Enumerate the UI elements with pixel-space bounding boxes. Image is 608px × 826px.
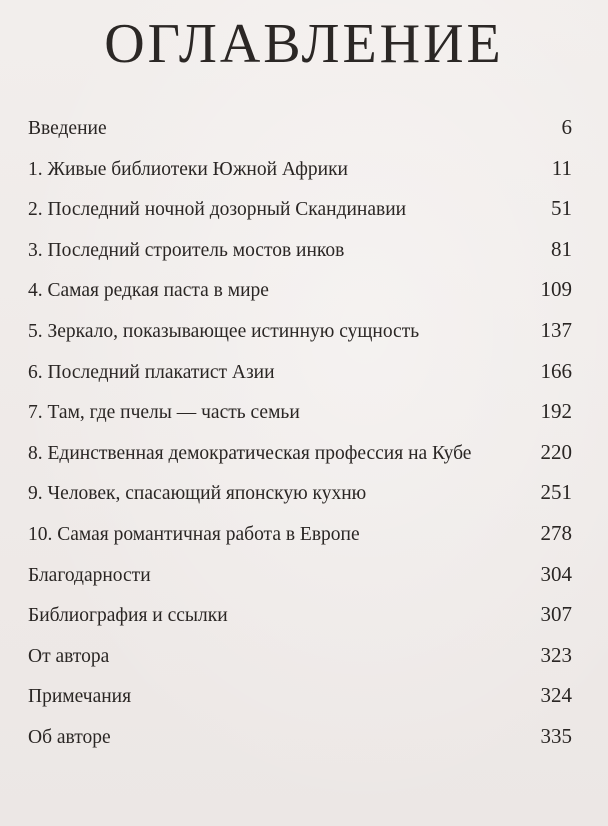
toc-entry-page-number: 335 [540, 723, 572, 748]
toc-entry-page-number: 323 [540, 642, 572, 667]
toc-entry-title: 9. Человек, спасающий японскую кухню [28, 483, 367, 505]
toc-entry-page-number: 307 [540, 602, 572, 627]
toc-entry [28, 234, 572, 275]
toc-entry-title: Примечания [28, 686, 132, 708]
toc-entry [28, 153, 572, 194]
toc-entry-title: 4. Самая редкая паста в мире [28, 280, 269, 302]
toc-entry-page-number: 137 [540, 317, 572, 342]
toc-entry [28, 315, 572, 356]
toc-entry-title: От автора [28, 645, 110, 667]
toc-entry [28, 721, 572, 762]
toc-entry [28, 518, 572, 559]
toc-entry-title: 7. Там, где пчелы — часть семьи [28, 402, 300, 424]
toc-entry [28, 112, 572, 153]
toc-entry-title: 1. Живые библиотеки Южной Африки [28, 158, 348, 180]
page-title: ОГЛАВЛЕНИЕ [104, 13, 504, 75]
toc-entry [28, 356, 572, 397]
toc-entry-title: Благодарности [28, 564, 151, 586]
toc-entry-title: Об авторе [28, 726, 111, 748]
toc-entry [28, 437, 572, 478]
toc-entry-title: 10. Самая романтичная работа в Европе [28, 523, 360, 545]
toc-entry-page-number: 166 [540, 358, 572, 383]
toc-entry-page-number: 278 [540, 520, 572, 545]
toc-entry-page-number: 51 [551, 196, 572, 221]
toc-entry [28, 599, 572, 640]
toc-entry [28, 477, 572, 518]
table-of-contents [28, 112, 572, 762]
toc-entry [28, 274, 572, 315]
toc-entry-title: 6. Последний плакатист Азии [28, 361, 275, 383]
toc-entry-title: 5. Зеркало, показывающее истинную сущность [28, 320, 420, 342]
toc-entry-page-number: 251 [540, 480, 572, 505]
toc-entry-page-number: 324 [540, 683, 572, 708]
toc-entry [28, 640, 572, 681]
toc-entry-page-number: 6 [561, 115, 572, 139]
toc-entry-page-number: 81 [551, 236, 572, 261]
toc-entry-page-number: 220 [540, 439, 572, 464]
toc-entry-title: 2. Последний ночной дозорный Скандинавии [28, 199, 407, 221]
toc-entry [28, 396, 572, 437]
toc-entry [28, 193, 572, 234]
toc-entry-title: Библиография и ссылки [28, 605, 228, 627]
toc-entry-title: 8. Единственная демократическая профессия на Кубе [28, 442, 472, 464]
toc-entry [28, 680, 572, 721]
toc-entry-page-number: 11 [551, 155, 572, 180]
toc-entry-page-number: 192 [540, 399, 572, 424]
toc-entry-page-number: 304 [540, 561, 572, 586]
toc-entry [28, 559, 572, 600]
toc-entry-page-number: 109 [540, 277, 572, 302]
toc-entry-title: 3. Последний строитель мостов инков [28, 239, 345, 261]
toc-entry-title: Введение [28, 118, 107, 139]
